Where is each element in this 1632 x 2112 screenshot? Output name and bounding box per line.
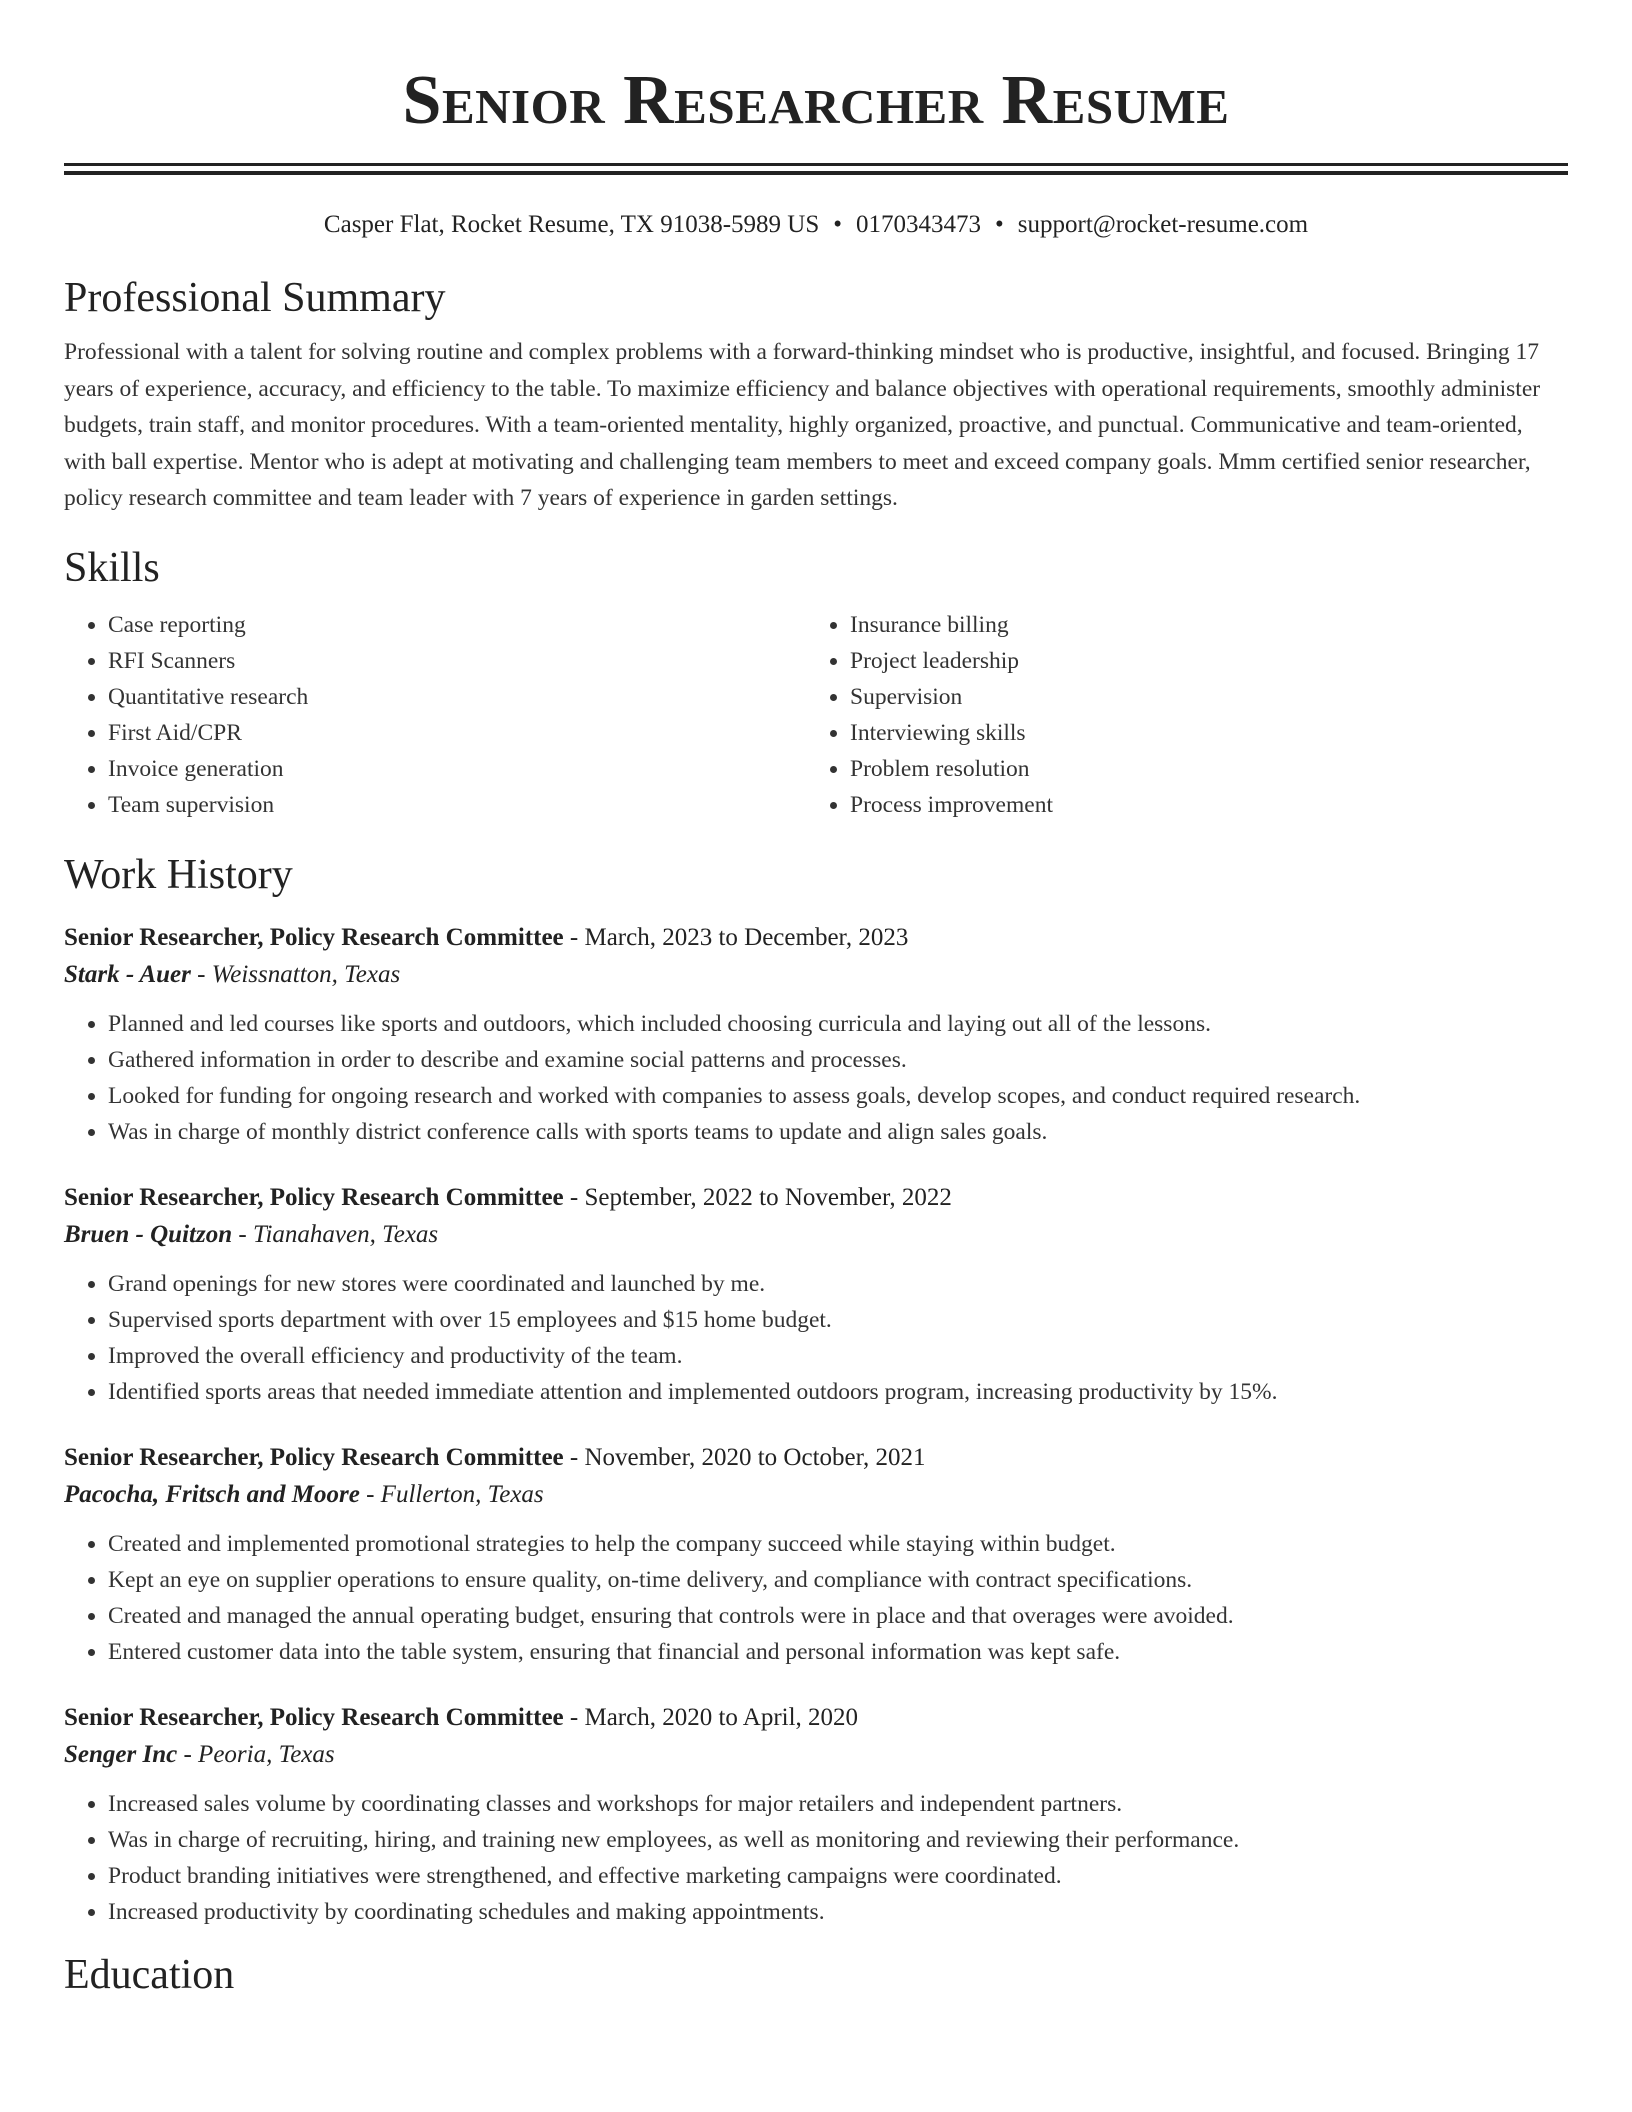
job-bullet: • Increased sales volume by coordinating classes and workshops for major retailers and independent partners. <box>108 1786 1568 1822</box>
job-bullets <box>64 1266 1568 1410</box>
company-line <box>64 956 1568 994</box>
company-name: Pacocha, Fritsch and Moore <box>64 1480 360 1508</box>
job-bullets <box>64 1006 1568 1150</box>
skill-item: • Case reporting <box>108 607 806 643</box>
resume-title: Senior Researcher Resume <box>402 62 1230 139</box>
skill-item: • First Aid/CPR <box>108 715 806 751</box>
skills-grid <box>64 607 1568 823</box>
job-bullet: • Gathered information in order to describe and examine social patterns and processes. <box>108 1042 1568 1078</box>
contact-separator: • <box>995 211 1004 238</box>
job-bullet: • Entered customer data into the table system, ensuring that financial and personal information was kept safe. <box>108 1634 1568 1670</box>
job-bullet: • Identified sports areas that needed immediate attention and implemented outdoors program, increasing productivity by 15%. <box>108 1374 1568 1410</box>
skills-list-left <box>64 607 806 823</box>
skill-item: • Supervision <box>850 679 1548 715</box>
work-history-heading: Work History <box>64 851 293 898</box>
skill-item: • Interviewing skills <box>850 715 1548 751</box>
job-role: Senior Researcher, Policy Research Committee <box>64 1703 564 1731</box>
company-name: Stark - Auer <box>64 960 191 988</box>
contact-separator: • <box>833 211 843 238</box>
skill-item: • Team supervision <box>108 787 806 823</box>
summary-text: Professional with a talent for solving routine and complex problems with a forward-thinking mindset who is productive, insightful, and focused. Bringing 17 years of experience, accuracy, and efficiency to the table. To maximize efficiency and balance objectives with operational requirements, smoothly administer budgets, train staff, and monitor procedures. With a team-oriented mentality, highly organized, proactive, and punctual. Communicative and team-oriented, with ball expertise. Mentor who is adept at motivating and challenging team members to meet and exceed company goals. Mmm certified senior researcher, policy research committee and team leader with 7 years of experience in garden settings. <box>64 339 1541 511</box>
job-bullet: • Planned and led courses like sports and outdoors, which included choosing curricula and laying out all of the lessons. <box>108 1006 1568 1042</box>
job-entry <box>64 1440 1568 1670</box>
company-name: Bruen - Quitzon <box>64 1220 233 1248</box>
title-divider <box>64 163 1568 175</box>
skill-item: • RFI Scanners <box>108 643 806 679</box>
company-line <box>64 1736 1568 1774</box>
job-bullet: • Kept an eye on supplier operations to ensure quality, on-time delivery, and compliance with contract specifications. <box>108 1562 1568 1598</box>
job-dates: - March, 2020 to April, 2020 <box>563 1703 859 1731</box>
job-dates: - September, 2022 to November, 2022 <box>563 1183 952 1211</box>
job-entry <box>64 920 1568 1150</box>
education-heading: Education <box>64 1951 235 1998</box>
skills-heading: Skills <box>64 544 160 591</box>
company-location: - Peoria, Texas <box>177 1740 335 1768</box>
contact-line <box>64 210 1568 240</box>
job-title-line <box>64 1180 1568 1216</box>
contact-email[interactable]: support@rocket-resume.com <box>1017 211 1309 238</box>
job-role: Senior Researcher, Policy Research Committee <box>64 923 564 951</box>
job-bullets <box>64 1786 1568 1930</box>
job-bullet: • Created and managed the annual operating budget, ensuring that controls were in place and that overages were avoided. <box>108 1598 1568 1634</box>
job-role: Senior Researcher, Policy Research Committee <box>64 1443 564 1471</box>
contact-phone: 0170343473 <box>856 211 982 238</box>
job-title-line <box>64 1440 1568 1476</box>
skills-list-right <box>806 607 1548 823</box>
job-bullet: • Created and implemented promotional strategies to help the company succeed while staying within budget. <box>108 1526 1568 1562</box>
skill-item: • Project leadership <box>850 643 1548 679</box>
job-bullet: • Grand openings for new stores were coordinated and launched by me. <box>108 1266 1568 1302</box>
skill-item: • Process improvement <box>850 787 1548 823</box>
company-line <box>64 1216 1568 1254</box>
job-bullet: • Was in charge of recruiting, hiring, and training new employees, as well as monitoring and reviewing their performance. <box>108 1822 1568 1858</box>
job-bullets <box>64 1526 1568 1670</box>
skill-item: • Insurance billing <box>850 607 1548 643</box>
job-dates: - November, 2020 to October, 2021 <box>563 1443 926 1471</box>
job-dates: - March, 2023 to December, 2023 <box>563 923 909 951</box>
job-bullet: • Was in charge of monthly district conference calls with sports teams to update and align sales goals. <box>108 1114 1568 1150</box>
company-location: - Tianahaven, Texas <box>232 1220 439 1248</box>
job-title-line <box>64 1700 1568 1736</box>
job-entry <box>64 1700 1568 1930</box>
company-name: Senger Inc <box>64 1740 178 1768</box>
skill-item: • Invoice generation <box>108 751 806 787</box>
company-location: - Fullerton, Texas <box>359 1480 544 1508</box>
company-line <box>64 1476 1568 1514</box>
skill-item: • Problem resolution <box>850 751 1548 787</box>
skill-item: • Quantitative research <box>108 679 806 715</box>
job-bullet: • Looked for funding for ongoing research and worked with companies to assess goals, develop scopes, and conduct required research. <box>108 1078 1568 1114</box>
contact-address: Casper Flat, Rocket Resume, TX 91038-5989 US <box>323 211 820 238</box>
job-bullet: • Improved the overall efficiency and productivity of the team. <box>108 1338 1568 1374</box>
job-bullet: • Product branding initiatives were strengthened, and effective marketing campaigns were coordinated. <box>108 1858 1568 1894</box>
company-location: - Weissnatton, Texas <box>190 960 401 988</box>
job-bullet: • Supervised sports department with over 15 employees and $15 home budget. <box>108 1302 1568 1338</box>
job-title-line <box>64 920 1568 956</box>
summary-heading: Professional Summary <box>64 275 446 321</box>
job-entry <box>64 1180 1568 1410</box>
job-bullet: • Increased productivity by coordinating schedules and making appointments. <box>108 1894 1568 1930</box>
job-role: Senior Researcher, Policy Research Committee <box>64 1183 564 1211</box>
